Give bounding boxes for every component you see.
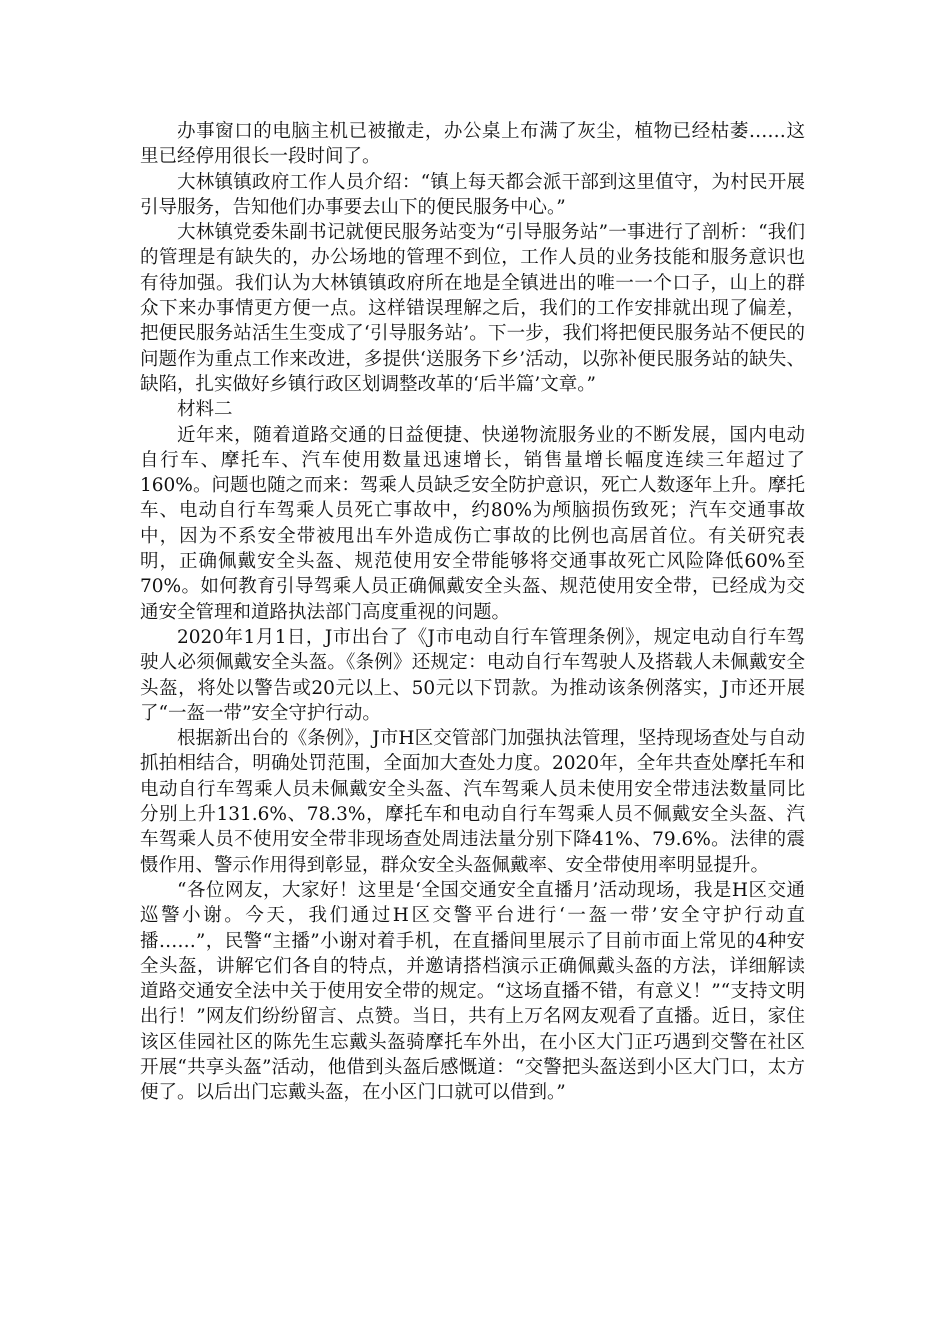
paragraph-staff-introduction: 大林镇镇政府工作人员介绍：“镇上每天都会派干部到这里值守，为村民开展引导服务，告知他们办事要去山下的便民服务中心。” bbox=[140, 171, 805, 218]
paragraph-regulation-issued: 2020年1月1日，J市出台了《J市电动自行车管理条例》，规定电动自行车驾驶人必须佩戴安全头盔。《条例》还规定：电动自行车驾驶人及搭载人未佩戴安全头盔，将处以警告或20元以上、50元以下罚款。为推动该条例落实，J市还开展了“一盔一带”安全守护行动。 bbox=[140, 626, 805, 724]
paragraph-office-abandoned: 办事窗口的电脑主机已被撤走，办公桌上布满了灰尘，植物已经枯萎……这里已经停用很长一段时间了。 bbox=[140, 121, 805, 168]
paragraph-enforcement-results: 根据新出台的《条例》，J市H区交管部门加强执法管理，坚持现场查处与自动抓拍相结合，明确处罚范围，全面加大查处力度。2020年，全年共查处摩托车和电动自行车驾乘人员未佩戴安全头盔、汽车驾乘人员未使用安全带违法数量同比分别上升131.6%、78.3%，摩托车和电动自行车驾乘人员不佩戴安全头盔、汽车驾乘人员不使用安全带非现场查处周违法量分别下降41%、79.6%。法律的震慑作用、警示作用得到彰显，群众安全头盔佩戴率、安全带使用率明显提升。 bbox=[140, 728, 805, 876]
document-body bbox=[140, 119, 805, 1106]
section-heading-material-two: 材料二 bbox=[177, 399, 233, 421]
paragraph-traffic-safety-background: 近年来，随着道路交通的日益便捷、快递物流服务业的不断发展，国内电动自行车、摩托车、汽车使用数量迅速增长，销售量增长幅度连续三年超过了160%。问题也随之而来：驾乘人员缺乏安全防护意识，死亡人数逐年上升。摩托车、电动自行车驾乘人员死亡事故中，约80%为颅脑损伤致死；汽车交通事故中，因为不系安全带被甩出车外造成伤亡事故的比例也高居首位。有关研究表明，正确佩戴安全头盔、规范使用安全带能够将交通事故死亡风险降低60%至70%。如何教育引导驾乘人员正确佩戴安全头盔、规范使用安全带，已经成为交通安全管理和道路执法部门高度重视的问题。 bbox=[140, 424, 805, 623]
paragraph-livestream-campaign: “各位网友，大家好！这里是‘全国交通安全直播月’活动现场，我是H区交通巡警小谢。今天，我们通过H区交警平台进行‘一盔一带’安全守护行动直播……”，民警“主播”小谢对着手机，在直播间里展示了目前市面上常见的4种安全头盔，讲解它们各自的特点，并邀请搭档演示正确佩戴头盔的方法，详细解读道路交通安全法中关于使用安全带的规定。“这场直播不错，有意义！”“支持文明出行！”网友们纷纷留言、点赞。当日，共有上万名网友观看了直播。近日，家住该区佳园社区的陈先生忘戴头盔骑摩托车外出，在小区大门正巧遇到交警在社区开展“共享头盔”活动，他借到头盔后感慨道：“交警把头盔送到小区大门口，太方便了。以后出门忘戴头盔，在小区门口就可以借到。” bbox=[140, 879, 805, 1104]
paragraph-deputy-secretary-analysis: 大林镇党委朱副书记就便民服务站变为“引导服务站”一事进行了剖析：“我们的管理是有缺失的，办公场地的管理不到位，工作人员的业务技能和服务意识也有待加强。我们认为大林镇镇政府所在地是全镇进出的唯一一个口子，山上的群众下来办事情更方便一点。这样错误理解之后，我们的工作安排就出现了偏差，把便民服务站活生生变成了‘引导服务站’。下一步，我们将把便民服务站不便民的问题作为重点工作来改进，多提供‘送服务下乡’活动，以弥补便民服务站的缺失、缺陷，扎实做好乡镇行政区划调整改革的‘后半篇’文章。” bbox=[140, 222, 805, 395]
